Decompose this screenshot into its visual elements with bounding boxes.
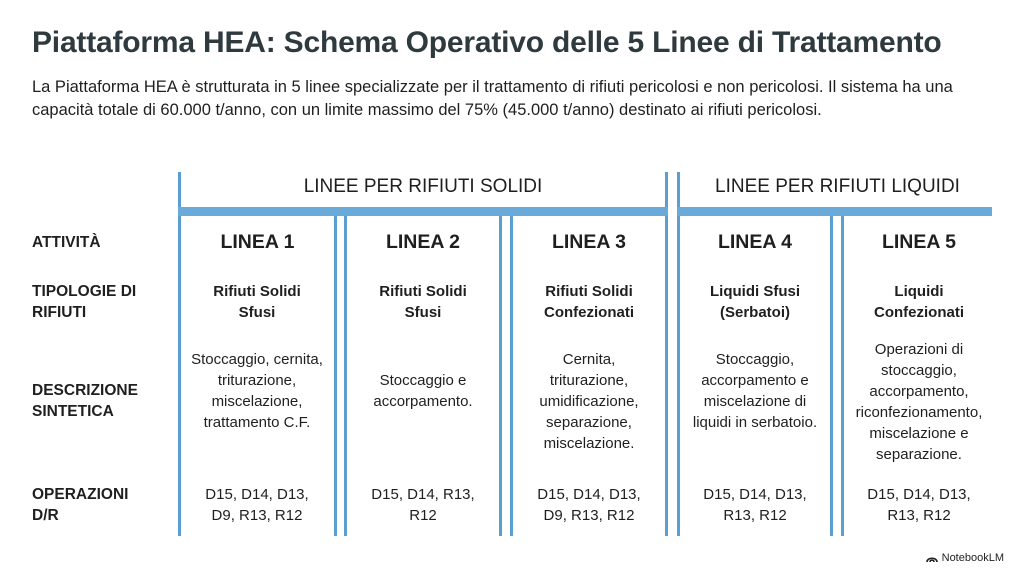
row-label-description: DESCRIZIONE SINTETICA: [32, 382, 138, 420]
line-2-operations: D15, D14, R13, R12: [371, 486, 475, 524]
line-2-description: Stoccaggio e accorpamento.: [373, 372, 473, 410]
line-1-name: LINEA 1: [220, 231, 295, 253]
column-divider: [344, 214, 347, 536]
group-divider: [665, 172, 668, 536]
group-divider: [677, 172, 680, 536]
line-2-type: Rifiuti Solidi Sfusi: [379, 283, 467, 321]
column-divider: [510, 214, 513, 536]
line-1-type: Rifiuti Solidi Sfusi: [213, 283, 301, 321]
line-4-type: Liquidi Sfusi (Serbatoi): [710, 283, 800, 321]
column-divider: [841, 214, 844, 536]
solid-group-bar: [178, 207, 668, 216]
line-1-operations: D15, D14, D13, D9, R13, R12: [205, 486, 309, 524]
line-1-description: Stoccaggio, cernita, triturazione, miscelazione, trattamento C.F.: [191, 351, 323, 431]
row-label-types: TIPOLOGIE DI RIFIUTI: [32, 283, 137, 321]
brand-watermark: [926, 552, 1004, 564]
column-divider: [499, 214, 502, 536]
line-5-operations: D15, D14, D13, R13, R12: [867, 486, 971, 524]
line-5-type: Liquidi Confezionati: [874, 283, 964, 321]
column-divider: [830, 214, 833, 536]
notebooklm-logo-icon: [926, 554, 938, 563]
column-divider: [334, 214, 337, 536]
line-3-name: LINEA 3: [551, 231, 627, 253]
line-3-operations: D15, D14, D13, D9, R13, R12: [537, 486, 641, 524]
row-label-operations: OPERAZIONI D/R: [32, 486, 129, 524]
row-label-activity: ATTIVITÀ: [32, 234, 101, 251]
solid-group-title: LINEE PER RIFIUTI SOLIDI: [303, 176, 543, 197]
line-2-name: LINEA 2: [385, 231, 461, 253]
page-subtitle: La Piattaforma HEA è strutturata in 5 linee specializzate per il trattamento di rifiuti pericolosi e non pericolosi. Il sistema ha una capacità totale di 60.000 t/anno, con un limite massimo del 75% (45.000 t/anno) destinato ai rifiuti pericolosi.: [32, 78, 953, 119]
line-3-type: Rifiuti Solidi Confezionati: [544, 283, 634, 321]
line-3-description: Cernita, triturazione, umidificazione, separazione, miscelazione.: [539, 351, 639, 452]
brand-label: NotebookLM: [941, 552, 1004, 564]
line-5-name: LINEA 5: [881, 231, 957, 253]
page-title: Piattaforma HEA: Schema Operativo delle 5 Linee di Trattamento: [32, 26, 942, 59]
line-4-name: LINEA 4: [717, 231, 793, 253]
liquid-group-title: LINEE PER RIFIUTI LIQUIDI: [715, 176, 960, 197]
line-4-description: Stoccaggio, accorpamento e miscelazione di liquidi in serbatoio.: [692, 351, 818, 431]
column-divider: [178, 172, 181, 536]
line-5-description: Operazioni di stoccaggio, accorpamento, riconfezionamento, miscelazione e separazione.: [855, 341, 983, 463]
liquid-group-bar: [677, 207, 992, 216]
line-4-operations: D15, D14, D13, R13, R12: [703, 486, 807, 524]
